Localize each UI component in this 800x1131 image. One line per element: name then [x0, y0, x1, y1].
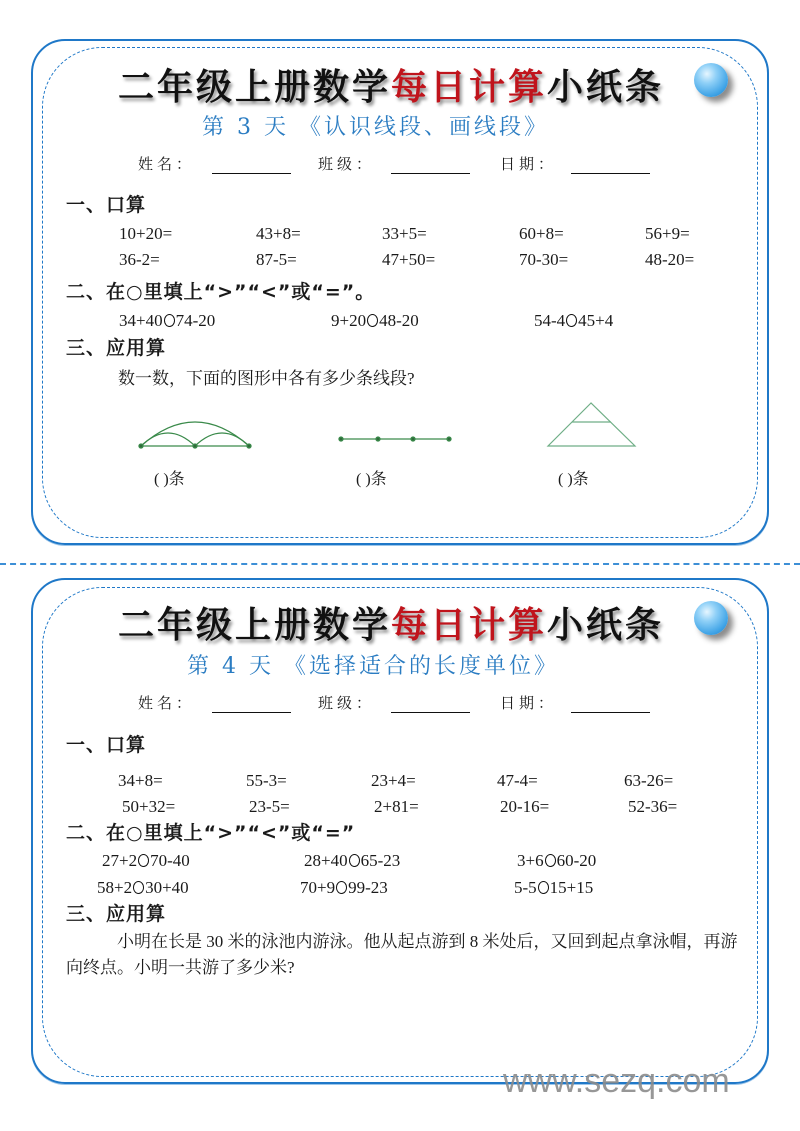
calc-item: 50+32= — [122, 797, 176, 816]
name-field[interactable] — [212, 712, 291, 713]
compare-item: 27+2 70-40 — [102, 851, 190, 870]
lesson-subtitle: 第 4 天 《选择适合的长度单位》 — [187, 654, 559, 679]
compare-circle-blank[interactable] — [133, 881, 144, 894]
question-text: 数一数，下面的图形中各有多少条线段? — [118, 369, 415, 388]
segment-figures — [0, 390, 800, 460]
compare-circle-blank[interactable] — [164, 314, 175, 327]
compare-item: 9+20 48-20 — [331, 311, 419, 330]
calc-item: 63-26= — [624, 771, 674, 790]
compare-circle-blank[interactable] — [538, 881, 549, 894]
answer-blank[interactable]: ( )条 — [558, 471, 589, 488]
watermark: www.sezq.com — [503, 1062, 730, 1100]
class-label: 班级： — [318, 155, 376, 173]
compare-item: 70+9 99-23 — [300, 878, 388, 897]
triangle-figure — [548, 403, 635, 446]
calc-item: 10+20= — [119, 224, 173, 243]
section-compare-heading: 二、在○里填上“>”“<”或“=”。 — [66, 281, 376, 303]
date-field[interactable] — [571, 173, 650, 174]
title-part-1: 二年级上册数学 — [118, 67, 392, 108]
title-highlight: 每日计算 — [391, 67, 548, 108]
calc-item: 60+8= — [519, 224, 564, 243]
calc-item: 43+8= — [256, 224, 301, 243]
compare-circle-blank[interactable] — [336, 881, 347, 894]
answer-blank[interactable]: ( )条 — [356, 471, 387, 488]
compare-item: 5-5 15+15 — [514, 878, 594, 897]
word-problem-text: 小明在长是 30 米的泳池内游泳。他从起点游到 8 米处后，又回到起点拿泳帽，再游向终点。小明一共游了多少米? — [66, 932, 738, 977]
name-label: 姓名： — [138, 694, 196, 712]
blue-ball-icon — [694, 601, 728, 635]
section-application-heading: 三、应用算 — [66, 903, 167, 925]
card-title — [118, 68, 664, 108]
calc-item: 23+4= — [371, 771, 416, 790]
calc-item: 47-4= — [497, 771, 538, 790]
compare-circle-blank[interactable] — [367, 314, 378, 327]
section-oral-calc-heading: 一、口算 — [66, 734, 147, 756]
calc-item: 34+8= — [118, 771, 163, 790]
compare-item: 34+40 74-20 — [119, 311, 216, 330]
card-title — [118, 606, 664, 646]
title-part-2: 小纸条 — [547, 605, 665, 646]
calc-item: 55-3= — [246, 771, 287, 790]
class-label: 班级： — [318, 694, 376, 712]
calc-item: 47+50= — [382, 250, 436, 269]
blue-ball-icon — [694, 63, 728, 97]
title-part-1: 二年级上册数学 — [118, 605, 392, 646]
calc-item: 2+81= — [374, 797, 419, 816]
compare-item: 3+6 60-20 — [517, 851, 597, 870]
section-application-heading: 三、应用算 — [66, 337, 167, 359]
lesson-subtitle: 第 3 天 《认识线段、画线段》 — [202, 115, 549, 140]
compare-circle-blank[interactable] — [349, 854, 360, 867]
date-label: 日期： — [500, 694, 558, 712]
calc-item: 23-5= — [249, 797, 290, 816]
section-compare-heading: 二、在○里填上“>”“<”或“=” — [66, 822, 356, 844]
compare-circle-blank[interactable] — [138, 854, 149, 867]
calc-item: 56+9= — [645, 224, 690, 243]
date-field[interactable] — [571, 712, 650, 713]
calc-item: 52-36= — [628, 797, 678, 816]
class-field[interactable] — [391, 712, 470, 713]
cut-line-divider — [0, 563, 800, 565]
name-label: 姓名： — [138, 155, 196, 173]
name-field[interactable] — [212, 173, 291, 174]
segment-points-figure — [339, 437, 451, 441]
compare-item: 28+40 65-23 — [304, 851, 401, 870]
class-field[interactable] — [391, 173, 470, 174]
calc-item: 48-20= — [645, 250, 695, 269]
compare-circle-blank[interactable] — [545, 854, 556, 867]
compare-item: 54-4 45+4 — [534, 311, 614, 330]
calc-item: 87-5= — [256, 250, 297, 269]
date-label: 日期： — [500, 155, 558, 173]
compare-item: 58+2 30+40 — [97, 878, 189, 897]
answer-blank[interactable]: ( )条 — [154, 471, 185, 488]
calc-item: 33+5= — [382, 224, 427, 243]
title-highlight: 每日计算 — [391, 605, 548, 646]
calc-item: 70-30= — [519, 250, 569, 269]
arcs-figure — [139, 422, 251, 448]
calc-item: 20-16= — [500, 797, 550, 816]
section-oral-calc-heading: 一、口算 — [66, 194, 147, 216]
calc-item: 36-2= — [119, 250, 160, 269]
compare-circle-blank[interactable] — [566, 314, 577, 327]
title-part-2: 小纸条 — [547, 67, 665, 108]
